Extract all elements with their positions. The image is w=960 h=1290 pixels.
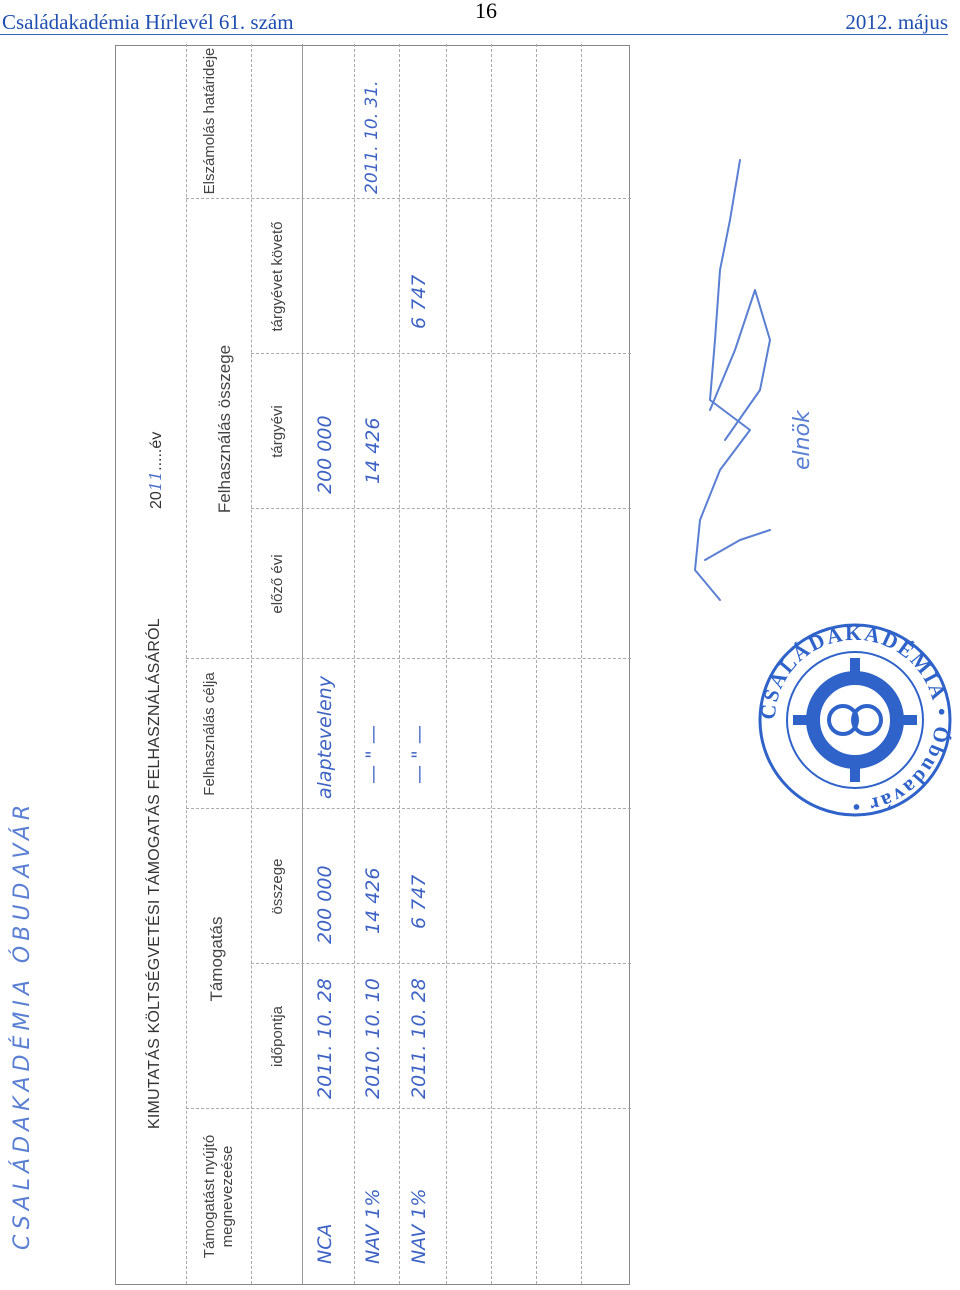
rule-line — [399, 44, 400, 1284]
row2-purpose: — " — — [362, 725, 384, 784]
form-title: KIMUTATÁS KÖLTSÉGVETÉSI TÁMOGATÁS FELHASZNÁLÁSÁRÓL — [146, 618, 163, 1129]
header-next-year: tárgyévet követő — [269, 221, 286, 332]
row3-amount: 6 747 — [408, 874, 430, 929]
row2-deadline: 2011. 10. 31. — [362, 80, 382, 194]
row2-date: 2010. 10. 10 — [362, 978, 384, 1099]
signature-scribble — [680, 140, 800, 620]
rule-line — [186, 44, 187, 1284]
rule-line — [491, 44, 492, 1284]
header-deadline: Elszámolás határideje — [201, 47, 218, 195]
col-line — [251, 963, 631, 964]
org-stamp — [755, 620, 955, 820]
header-current-year: tárgyévi — [269, 405, 286, 458]
row2-current: 14 426 — [362, 417, 384, 484]
row2-provider: NAV 1% — [362, 1188, 384, 1264]
header-prev-year: előző évi — [269, 554, 286, 614]
rule-line — [354, 44, 355, 1284]
row3-next: 6 747 — [408, 274, 430, 329]
row1-amount: 200 000 — [314, 865, 336, 944]
header-purpose: Felhasználás célja — [201, 672, 218, 796]
row1-purpose: alapteveleny — [314, 676, 336, 799]
row3-date: 2011. 10. 28 — [408, 978, 430, 1099]
rule-line — [251, 44, 252, 1284]
rule-line — [581, 44, 582, 1284]
handwritten-org-name: CSALÁDAKADÉMIA ÓBUDAVÁR — [10, 799, 35, 1250]
year-handwritten: 11 — [146, 470, 165, 492]
row1-date: 2011. 10. 28 — [314, 978, 336, 1099]
stamp-text: CSALÁDAKADÉMIA • Óbudavár • — [755, 620, 955, 820]
col-line — [251, 508, 631, 509]
rule-line — [302, 44, 303, 1284]
page-header — [0, 0, 960, 40]
newsletter-title: Családakadémia Hírlevél 61. szám — [2, 10, 294, 34]
row3-purpose: — " — — [408, 725, 430, 784]
header-rule — [0, 34, 948, 35]
row1-provider: NCA — [314, 1223, 336, 1264]
issue-date: 2012. május — [845, 10, 948, 34]
rule-line — [446, 44, 447, 1284]
signature-note: elnök — [790, 410, 815, 470]
header-support-date: időpontja — [269, 1006, 286, 1067]
row1-current: 200 000 — [314, 415, 336, 494]
year-suffix: .....év — [148, 431, 165, 471]
rule-line — [536, 44, 537, 1284]
header-support-amount: összege — [269, 858, 286, 915]
col-line — [186, 1108, 631, 1109]
year-prefix: 20 — [148, 491, 165, 509]
col-line — [186, 658, 631, 659]
row2-amount: 14 426 — [362, 867, 384, 934]
header-usage: Felhasználás összege — [215, 344, 234, 514]
col-line — [251, 353, 631, 354]
row3-provider: NAV 1% — [408, 1188, 430, 1264]
col-line — [186, 198, 631, 199]
form-year — [146, 432, 166, 509]
header-provider: Támogatást nyújtó megnevezeése — [201, 1134, 236, 1259]
page-number: 16 — [475, 0, 497, 23]
header-support: Támogatás — [207, 916, 226, 1002]
col-line — [186, 808, 631, 809]
support-usage-form — [115, 45, 630, 1285]
